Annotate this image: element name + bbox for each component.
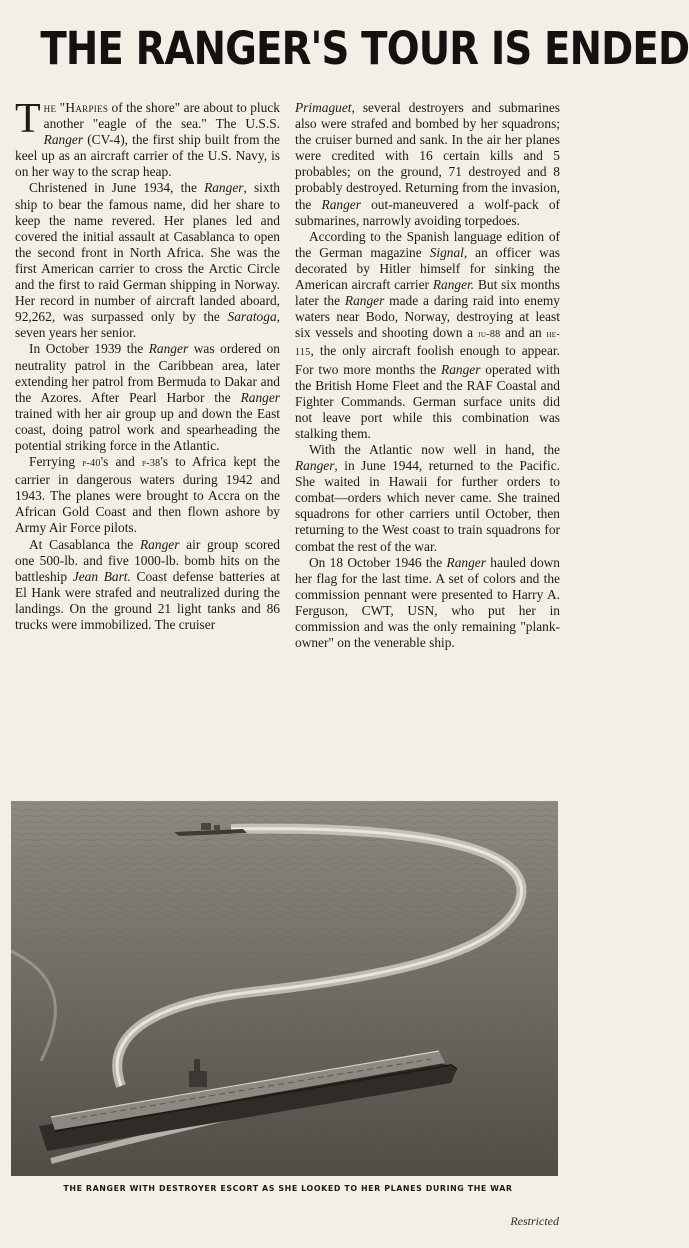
carrier-photo-art xyxy=(11,801,558,1176)
photo-caption: THE RANGER WITH DESTROYER ESCORT AS SHE LOOKED TO HER PLANES DURING THE WAR xyxy=(63,1184,513,1193)
article-paragraph: At Casablanca the Ranger air group scored one 500-lb. and five 1000-lb. bomb hits on the battleship Jean Bart. Coast defense batteries at El Hank were strafed and neutralized during the landings. On the ground 21 light tanks and 86 trucks were immobilized. The cruiser xyxy=(15,536,281,632)
article-column-left xyxy=(15,96,281,780)
carrier-photo xyxy=(11,801,558,1176)
article-paragraph: According to the Spanish language edition of the German magazine Signal, an officer was decorated by Hitler himself for sinking the American aircraft carrier Ranger. But six months later the Ranger made a daring raid into enemy waters near Bodo, Norway, destroying at least six vessels and shooting down a ju-88 and an he-115, the only aircraft foolish enough to appear. For two more months the Ranger operated with the British Home Fleet and the RAF Coastal and Fighter Commands. German surface units did not leave port while this combination was stalking them. xyxy=(295,228,560,441)
article-column-right xyxy=(295,100,560,780)
article-paragraph: Ferrying p-40's and p-38's to Africa kept the carrier in dangerous waters during 1942 and 1943. The planes were brought to Accra on the African Gold Coast and then flown ashore by Army Air Force pilots. xyxy=(15,454,280,536)
drop-cap: T xyxy=(15,96,41,142)
article-paragraph: On 18 October 1946 the Ranger hauled down her flag for the last time. A set of colors and the commission pennant were presented to Harry A. Ferguson, CWT, USN, who put her in commission and was the only remaining "plank-owner" on the venerable ship. xyxy=(295,554,560,651)
article-paragraph: The "Harpies of the shore" are about to pluck another "eagle of the sea." The U.S.S. Ranger (CV-4), the first ship built from the keel up as an aircraft carrier of the U.S. Navy, is on her way to the scrap heap. xyxy=(15,96,280,180)
article-columns xyxy=(15,96,560,780)
restricted-footer: Restricted xyxy=(510,1214,559,1228)
article-paragraph: Primaguet, several destroyers and submarines also were strafed and bombed by her squadrons; the cruiser burned and sank. In the air her planes were credited with 16 certain kills and 5 probables; on the ground, 71 destroyed and 8 probably destroyed. Returning from the invasion, the Ranger out-maneuvered a wolf-pack of submarines, narrowly avoiding torpedoes. xyxy=(295,100,560,228)
article-paragraph: Christened in June 1934, the Ranger, sixth ship to bear the famous name, did her share to keep the name revered. Her planes led and covered the initial assault at Casablanca to open the second front in North Africa. She was the first American carrier to cross the Arctic Circle and the first to raid German shipping in Norway. Her record in number of aircraft landed aboard, 92,262, was surpassed only by the Saratoga, seven years her senior. xyxy=(15,180,280,341)
headline: THE RANGER'S TOUR IS ENDED xyxy=(40,22,689,75)
article-paragraph: In October 1939 the Ranger was ordered on neutrality patrol in the Caribbean area, later extending her patrol from Bermuda to Dakar and the Azores. After Pearl Harbor the Ranger trained with her air group up and down the East coast, doing patrol work and spearheading the potential striking force in the Atlantic. xyxy=(15,341,280,453)
article-paragraph: With the Atlantic now well in hand, the Ranger, in June 1944, returned to the Pacific. She waited in Hawaii for further orders to combat—orders which never came. She trained squadrons for other carriers until October, then returning to the West coast to train squadrons for combat the rest of the war. xyxy=(295,441,560,554)
